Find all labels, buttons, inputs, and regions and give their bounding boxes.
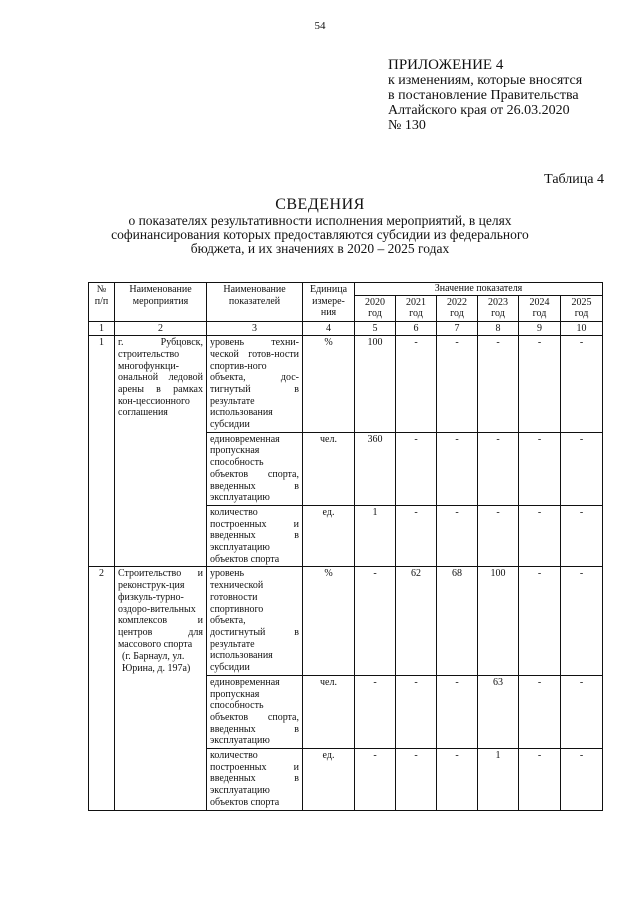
indicator-unit: ед. bbox=[303, 749, 355, 811]
header-num: № п/п bbox=[89, 283, 115, 322]
table-label: Таблица 4 bbox=[544, 172, 604, 187]
table-header-row bbox=[89, 283, 603, 296]
indicator-value: - bbox=[561, 749, 603, 811]
indicator-value: - bbox=[561, 505, 603, 567]
indicator-value: - bbox=[519, 505, 561, 567]
heading-title: СВЕДЕНИЯ bbox=[275, 196, 365, 213]
indicator-value: - bbox=[561, 675, 603, 748]
indicator-value: - bbox=[437, 505, 478, 567]
indicator-value: 1 bbox=[478, 749, 519, 811]
indicator-value: - bbox=[396, 336, 437, 433]
header-indicator: Наименование показателей bbox=[207, 283, 303, 322]
indicator-value: 1 bbox=[355, 505, 396, 567]
indicator-value: - bbox=[437, 432, 478, 505]
event-name: г. Рубцовск, строительство многофункци-ональной ледовой арены в рамках кон-цессионного соглашения bbox=[115, 336, 207, 567]
indicator-value: - bbox=[478, 432, 519, 505]
event-cell bbox=[115, 567, 207, 810]
header-event: Наименование мероприятия bbox=[115, 283, 207, 322]
indicator-name: уровень техни-ческой готов-ности спортив-ного объекта, дос-тигнутый в результате использования субсидии bbox=[207, 336, 303, 433]
indicator-value: - bbox=[519, 567, 561, 675]
appendix-title: ПРИЛОЖЕНИЕ 4 bbox=[388, 57, 504, 73]
header-year: 2020 год bbox=[355, 295, 396, 321]
table-row bbox=[89, 567, 603, 675]
heading-line: софинансирования которых предоставляются субсидии из федерального bbox=[111, 227, 529, 242]
indicator-name: уровень технической готовности спортивного объекта, достигнутый в результате использования субсидии bbox=[207, 567, 303, 675]
indicator-value: - bbox=[396, 675, 437, 748]
heading-line: бюджета, и их значениях в 2020 – 2025 годах bbox=[190, 241, 450, 256]
indicator-value: - bbox=[561, 432, 603, 505]
document-heading bbox=[0, 196, 640, 256]
column-number: 9 bbox=[519, 322, 561, 336]
indicator-value: - bbox=[561, 336, 603, 433]
indicator-value: - bbox=[519, 336, 561, 433]
header-year: 2022 год bbox=[437, 295, 478, 321]
event-location: (г. Барнаул, ул. Юрина, д. 197а) bbox=[122, 651, 191, 675]
indicator-value: 62 bbox=[396, 567, 437, 675]
table-row bbox=[89, 336, 603, 433]
indicator-value: 360 bbox=[355, 432, 396, 505]
indicator-value: - bbox=[519, 749, 561, 811]
column-number: 8 bbox=[478, 322, 519, 336]
appendix-block bbox=[388, 58, 633, 133]
row-num: 1 bbox=[89, 336, 115, 567]
indicator-name: единовременная пропускная способность объектов спорта, введенных в эксплуатацию bbox=[207, 432, 303, 505]
indicator-value: 100 bbox=[478, 567, 519, 675]
indicator-value: - bbox=[437, 336, 478, 433]
column-number-row bbox=[89, 322, 603, 336]
header-year: 2025 год bbox=[561, 295, 603, 321]
column-number: 1 bbox=[89, 322, 115, 336]
appendix-line: к изменениям, которые вносятся bbox=[388, 73, 583, 88]
header-year: 2021 год bbox=[396, 295, 437, 321]
header-value-group: Значение показателя bbox=[355, 283, 603, 296]
indicator-value: - bbox=[355, 675, 396, 748]
indicator-value: - bbox=[437, 749, 478, 811]
page-number: 54 bbox=[314, 20, 326, 32]
column-number: 5 bbox=[355, 322, 396, 336]
indicator-value: - bbox=[396, 749, 437, 811]
appendix-line: в постановление Правительства bbox=[388, 88, 579, 103]
indicators-table bbox=[88, 282, 603, 811]
indicator-unit: % bbox=[303, 336, 355, 433]
indicator-value: 68 bbox=[437, 567, 478, 675]
indicator-value: - bbox=[437, 675, 478, 748]
appendix-line: № 130 bbox=[388, 118, 426, 133]
row-num: 2 bbox=[89, 567, 115, 810]
header-year: 2023 год bbox=[478, 295, 519, 321]
indicator-value: - bbox=[396, 432, 437, 505]
indicator-value: - bbox=[355, 567, 396, 675]
column-number: 7 bbox=[437, 322, 478, 336]
heading-line: о показателях результативности исполнения мероприятий, в целях bbox=[128, 213, 512, 228]
column-number: 6 bbox=[396, 322, 437, 336]
indicator-name: количество построенных и введенных в эксплуатацию объектов спорта bbox=[207, 749, 303, 811]
indicator-unit: % bbox=[303, 567, 355, 675]
indicator-value: - bbox=[355, 749, 396, 811]
indicator-value: 100 bbox=[355, 336, 396, 433]
indicator-name: единовременная пропускная способность объектов спорта, введенных в эксплуатацию bbox=[207, 675, 303, 748]
column-number: 3 bbox=[207, 322, 303, 336]
column-number: 2 bbox=[115, 322, 207, 336]
event-name: Строительство и реконструк-ция физкуль-турно-оздоро-вительных комплексов и центров для массового спорта bbox=[118, 568, 203, 650]
indicator-value: - bbox=[561, 567, 603, 675]
indicator-value: - bbox=[519, 675, 561, 748]
indicator-unit: чел. bbox=[303, 675, 355, 748]
indicator-unit: ед. bbox=[303, 505, 355, 567]
indicator-value: - bbox=[519, 432, 561, 505]
header-year: 2024 год bbox=[519, 295, 561, 321]
indicator-value: - bbox=[478, 505, 519, 567]
column-number: 4 bbox=[303, 322, 355, 336]
column-number: 10 bbox=[561, 322, 603, 336]
indicator-value: - bbox=[478, 336, 519, 433]
header-unit: Единица измере-ния bbox=[303, 283, 355, 322]
indicator-unit: чел. bbox=[303, 432, 355, 505]
indicator-value: - bbox=[396, 505, 437, 567]
indicator-name: количество построенных и введенных в эксплуатацию объектов спорта bbox=[207, 505, 303, 567]
indicator-value: 63 bbox=[478, 675, 519, 748]
appendix-line: Алтайского края от 26.03.2020 bbox=[388, 103, 570, 118]
